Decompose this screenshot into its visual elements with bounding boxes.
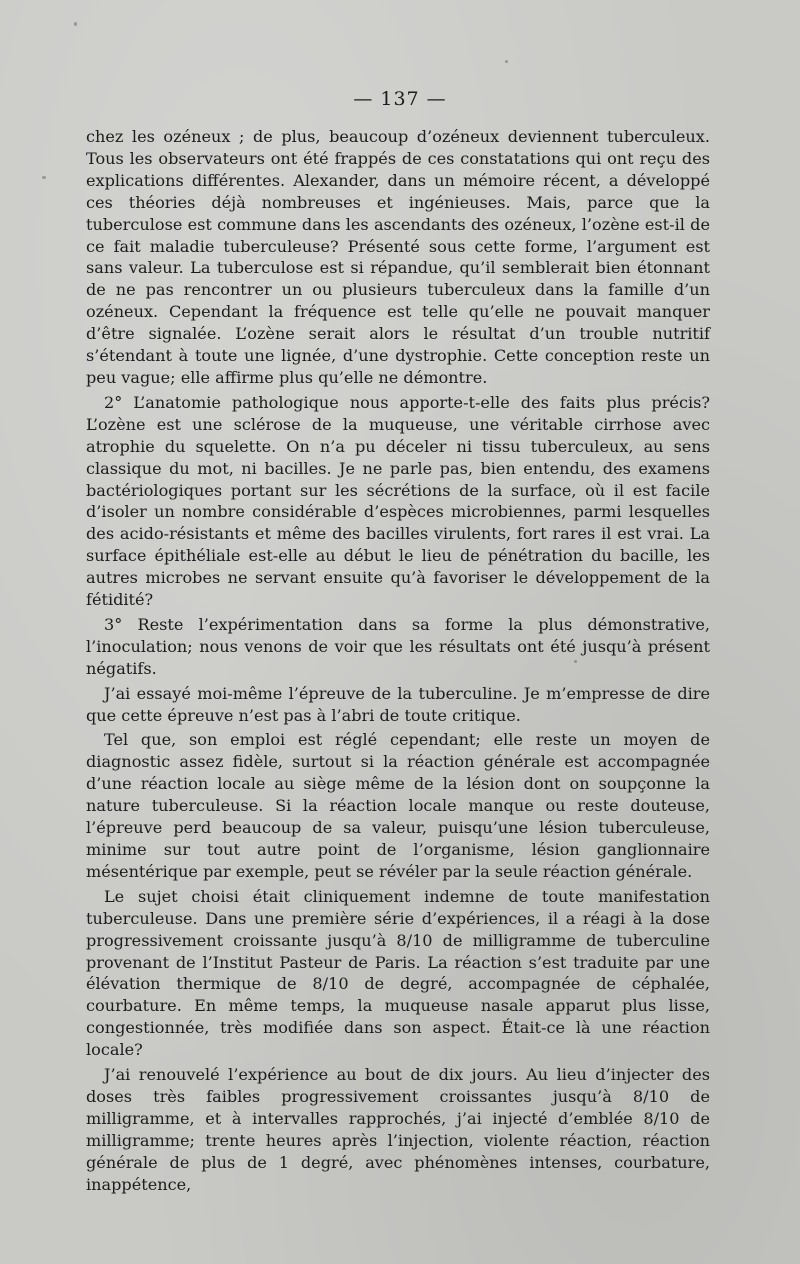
paragraph-second-series: J’ai renouvelé l’expérience au bout de dix jours. Au lieu d’injecter des doses très faibles progressivement croissantes jusqu’à 8/10 de milligramme, et à intervalles rapprochés, j’ai injecté d’emblée 8/10 de milligramme; trente heures après l’injection, violente réaction, réaction générale de plus de 1 degré, avec phénomènes intenses, courbature, inappétence, [86, 1065, 710, 1194]
paragraph-first-series: Le sujet choisi était cliniquement indemne de toute manifestation tuberculeuse. Dans une première série d’expériences, il a réagi à la dose progressivement croissante jusqu’à 8/10 de milligramme de tuberculine provenant de l’Institut Pasteur de Paris. La réaction s’est traduite par une élévation thermique de 8/10 de degré, accompagnée de céphalée, courbature. En même temps, la muqueuse nasale apparut plus lisse, congestionnée, très modifiée dans son aspect. Était-ce là une réaction locale? [86, 886, 710, 1060]
page-number: — 137 — [353, 88, 447, 110]
paragraph-diagnostic-value: Tel que, son emploi est réglé cependant; elle reste un moyen de diagnostic assez fidèle, surtout si la réaction générale est accompagnée d’une réaction locale au siège même de la lésion dont on soupçonne la nature tuberculeuse. Si la réaction locale manque ou reste douteuse, l’épreuve perd beaucoup de sa valeur, puisqu’une lésion tuberculeuse, minime sur tout autre point de l’organisme, lésion ganglionnaire mésentérique par exemple, peut se révéler par la seule réaction générale. [86, 730, 710, 881]
dust-speck [574, 660, 577, 663]
paragraph-experimentation: 3° Reste l’expérimentation dans sa forme la plus démonstrative, l’inoculation; nous venons de voir que les résultats ont été jusqu’à présent négatifs. [86, 614, 710, 678]
paragraph-pathological-anatomy: 2° L’anatomie pathologique nous apporte-t-elle des faits plus précis? L’ozène est une sclérose de la muqueuse, une véritable cirrhose avec atrophie du squelette. On n’a pu déceler ni tissu tuberculeux, au sens classique du mot, ni bacilles. Je ne parle pas, bien entendu, des examens bactériologiques portant sur les sécrétions de la surface, où il est facile d’isoler un nombre considérable d’espèces microbiennes, parmi lesquelles des acido-résistants et même des bacilles virulents, fort rares il est vrai. La surface épithéliale est-elle au début le lieu de pénétration du bacille, les autres microbes ne servant ensuite qu’à favoriser le développement de la fétidité? [86, 392, 710, 610]
paragraph-heredity: chez les ozéneux ; de plus, beaucoup d’ozéneux deviennent tuberculeux. Tous les observateurs ont été frappés de ces constatations qui ont reçu des explications différentes. Alexander, dans un mémoire récent, a développé ces théories déjà nombreuses et ingénieuses. Mais, parce que la tuberculose est commune dans les ascendants des ozéneux, l’ozène est-il de ce fait maladie tuberculeuse? Présenté sous cette forme, l’argument est sans valeur. La tuberculose est si répandue, qu’il semblerait bien étonnant de ne pas rencontrer un ou plusieurs tuberculeux dans la famille d’un ozéneux. Cependant la fréquence est telle qu’elle ne pouvait manquer d’être signalée. L’ozène serait alors le résultat d’un trouble nutritif s’étendant à toute une lignée, d’une dystrophie. Cette conception reste un peu vague; elle affirme plus qu’elle ne démontre. [86, 127, 710, 387]
paragraph-tuberculin-test: J’ai essayé moi-même l’épreuve de la tuberculine. Je m’empresse de dire que cette épreuve n’est pas à l’abri de toute critique. [86, 683, 710, 725]
dust-speck [42, 176, 46, 179]
dust-speck [74, 22, 77, 26]
body-text [86, 126, 710, 1196]
dust-speck [505, 60, 508, 63]
